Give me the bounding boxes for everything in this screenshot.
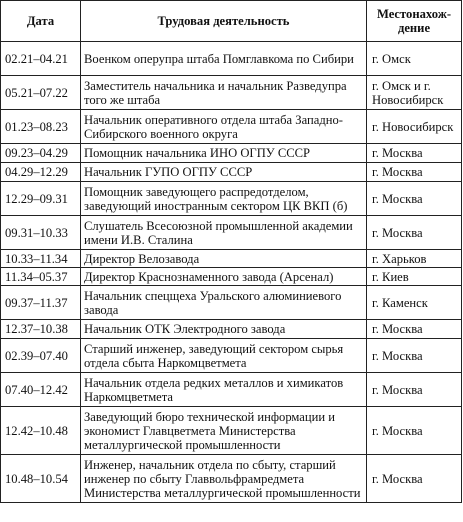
row-date: 11.34–05.37	[1, 268, 81, 286]
row-place: г. Москва	[367, 182, 462, 216]
row-activity: Помощник начальника ИНО ОГПУ СССР	[81, 144, 367, 163]
table-row	[1, 182, 462, 216]
row-activity: Начальник спецщеха Уральского алюминиевого завода	[81, 286, 367, 320]
table-row	[1, 373, 462, 407]
row-activity: Слушатель Всесоюзной промышленной академии имени И.В. Сталина	[81, 216, 367, 250]
row-place: г. Москва	[367, 144, 462, 163]
row-activity: Начальник отдела редких металлов и химикатов Наркомцветмета	[81, 373, 367, 407]
row-date: 12.42–10.48	[1, 407, 81, 455]
row-date: 09.31–10.33	[1, 216, 81, 250]
row-place: г. Новосибирск	[367, 110, 462, 144]
row-activity: Директор Велозавода	[81, 250, 367, 268]
row-place: г. Москва	[367, 407, 462, 455]
header-date: Дата	[1, 1, 81, 42]
table-row	[1, 144, 462, 163]
row-place: г. Москва	[367, 320, 462, 339]
row-place: г. Москва	[367, 455, 462, 503]
row-date: 09.37–11.37	[1, 286, 81, 320]
row-date: 12.37–10.38	[1, 320, 81, 339]
row-activity: Начальник оперативного отдела штаба Западно-Сибирского военного округа	[81, 110, 367, 144]
row-date: 02.21–04.21	[1, 42, 81, 76]
table-row	[1, 407, 462, 455]
table-row	[1, 286, 462, 320]
row-date: 09.23–04.29	[1, 144, 81, 163]
row-activity: Военком оперупра штаба Помглавкома по Сибири	[81, 42, 367, 76]
row-date: 02.39–07.40	[1, 339, 81, 373]
table-row	[1, 250, 462, 268]
table-row	[1, 110, 462, 144]
table-row	[1, 455, 462, 503]
row-place: г. Москва	[367, 339, 462, 373]
row-date: 01.23–08.23	[1, 110, 81, 144]
table-row	[1, 42, 462, 76]
header-row	[1, 1, 462, 42]
row-activity: Заместитель начальника и начальник Разведупра того же штаба	[81, 76, 367, 110]
row-place: г. Москва	[367, 373, 462, 407]
row-date: 10.33–11.34	[1, 250, 81, 268]
row-activity: Помощник заведующего распредотделом, заведующий иностранным сектором ЦК ВКП (б)	[81, 182, 367, 216]
header-place: Местонахож-дение	[367, 1, 462, 42]
row-activity: Начальник ГУПО ОГПУ СССР	[81, 163, 367, 182]
table-row	[1, 76, 462, 110]
row-date: 10.48–10.54	[1, 455, 81, 503]
table-row	[1, 163, 462, 182]
row-date: 05.21–07.22	[1, 76, 81, 110]
row-place: г. Киев	[367, 268, 462, 286]
row-place: г. Москва	[367, 163, 462, 182]
row-activity: Начальник ОТК Электродного завода	[81, 320, 367, 339]
row-date: 07.40–12.42	[1, 373, 81, 407]
row-date: 12.29–09.31	[1, 182, 81, 216]
row-activity: Инженер, начальник отдела по сбыту, старший инженер по сбыту Главвольфрамредмета Министерства металлургической промышленности	[81, 455, 367, 503]
row-place: г. Омск	[367, 42, 462, 76]
row-activity: Старший инженер, заведующий сектором сырья отдела сбыта Наркомцветмета	[81, 339, 367, 373]
row-place: г. Каменск	[367, 286, 462, 320]
table-row	[1, 339, 462, 373]
table-row	[1, 216, 462, 250]
header-activity: Трудовая деятельность	[81, 1, 367, 42]
row-place: г. Харьков	[367, 250, 462, 268]
table-row	[1, 268, 462, 286]
table-row	[1, 320, 462, 339]
row-activity: Заведующий бюро технической информации и экономист Главцветмета Министерства металлургической промышленности	[81, 407, 367, 455]
row-place: г. Москва	[367, 216, 462, 250]
row-activity: Директор Краснознаменного завода (Арсенал)	[81, 268, 367, 286]
row-place: г. Омск и г. Новосибирск	[367, 76, 462, 110]
row-date: 04.29–12.29	[1, 163, 81, 182]
